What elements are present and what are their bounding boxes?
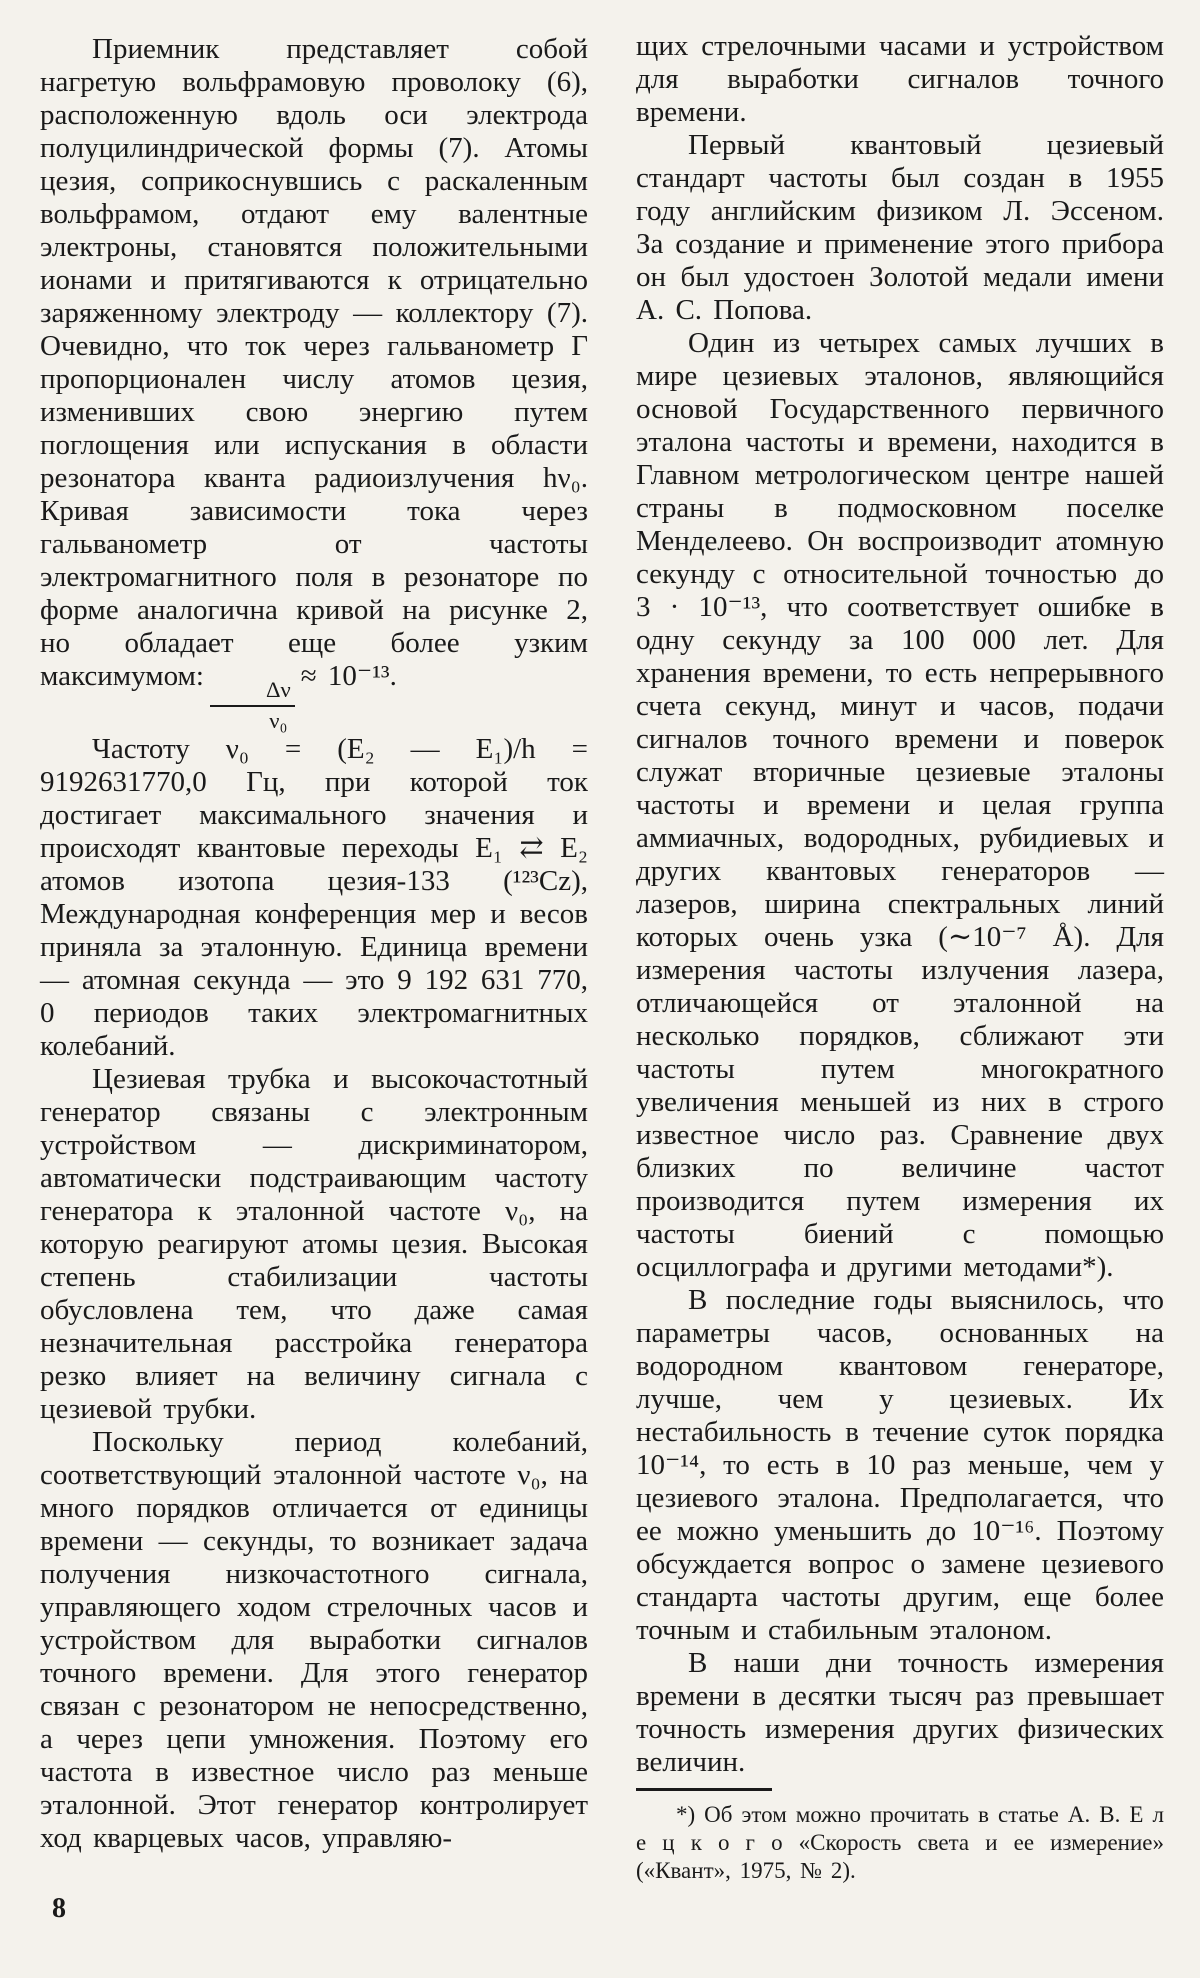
paragraph-first-standard: Первый квантовый цезиевый стандарт частоты был создан в 1955 году английским физиком Л. Эссеном. За создание и применение этого прибора он был удостоен Золотой медали имени А. С. Попова. xyxy=(636,129,1164,326)
left-column xyxy=(40,33,588,1855)
footnote-text: *) Об этом можно прочитать в статье А. В. Е л е ц к о г о «Скорость света и ее измерение» («Квант», 1975, № 2). xyxy=(636,1802,1164,1883)
paragraph-receiver xyxy=(40,33,588,733)
footnote xyxy=(636,1788,1164,1885)
paragraph-text: Приемник представляет собой нагретую вольфрамовую проволоку (6), расположенную вдоль оси электрода полуцилиндрической формы (7). Атомы цезия, соприкоснувшись с раскаленным вольфрамом, отдают ему валентные электроны, становятся положительными ионами и притягиваются к отрицательно заряженному электроду — коллектору (7). Очевидно, что ток через гальванометр Г пропорционален числу атомов цезия, изменивших свою энергию путем поглощения или испускания в области резонатора кванта радиоизлучения hν₀. Кривая зависимости тока через гальванометр от частоты электромагнитного поля в резонаторе по форме аналогична кривой на рисунке 2, но обладает еще более узким максимумом: xyxy=(40,33,588,692)
fraction-denominator: ν₀ xyxy=(269,708,288,734)
paragraph-frequency-formula: Частоту ν₀ = (E₂ — E₁)/h = 9192631770,0 Гц, при которой ток достигает максимального значения и происходят квантовые переходы E₁ ⇄ E₂ атомов изотопа цезия-133 (¹²³Cz), Международная конференция мер и весов приняла за эталонную. Единица времени — атомная секунда — это 9 192 631 770, 0 периодов таких электромагнитных колебаний. xyxy=(40,732,588,1062)
right-column xyxy=(636,30,1164,1779)
paragraph-oscillation-period: Поскольку период колебаний, соответствующий эталонной частоте ν₀, на много порядков отличается от единицы времени — секунды, то возникает задача получения низкочастотного сигнала, управляющего ходом стрелочных часов и устройством для выработки сигналов точного времени. Для этого генератор связан с резонатором не непосредственно, а через цепи умножения. Поэтому его частота в известное число раз меньше эталонной. Этот генератор контролирует ход кварцевых часов, управляю- xyxy=(40,1425,588,1854)
paragraph-cesium-tube: Цезиевая трубка и высокочастотный генератор связаны с электронным устройством — дискриминатором, автоматически подстраивающим частоту генератора к эталонной частоте ν₀, на которую реагируют атомы цезия. Высокая степень стабилизации частоты обусловлена тем, что даже самая незначительная расстройка генератора резко влияет на величину сигнала с цезиевой трубки. xyxy=(40,1062,588,1425)
paragraph-hydrogen-clocks: В последние годы выяснилось, что параметры часов, основанных на водородном квантовом генераторе, лучше, чем у цезиевых. Их нестабильность в течение суток порядка 10⁻¹⁴, то есть в 10 раз меньше, чем у цезиевого эталона. Предполагается, что ее можно уменьшить до 10⁻¹⁶. Поэтому обсуждается вопрос о замене цезиевого стандарта частоты другим, еще более точным и стабильным эталоном. xyxy=(636,1284,1164,1646)
paragraph-continuation: щих стрелочными часами и устройством для выработки сигналов точного времени. xyxy=(636,30,1164,128)
fraction-numerator: Δν xyxy=(210,679,295,707)
paragraph-best-etalons: Один из четырех самых лучших в мире цезиевых эталонов, являющийся основой Государственного первичного эталона частоты и времени, находится в Главном метрологическом центре нашей страны в подмосковном поселке Менделеево. Он воспроизводит атомную секунду с относительной точностью до 3 · 10⁻¹³, что соответствует ошибке в одну секунду за 100 000 лет. Для хранения времени, то есть непрерывного счета секунд, минут и часов, подачи сигналов точного времени и поверок служат вторичные цезиевые эталоны частоты и времени и целая группа аммиачных, водородных, рубидиевых и других квантовых генераторов — лазеров, ширина спектральных линий которых очень узка (∼10⁻⁷ Å). Для измерения частоты излучения лазера, отличающейся от эталонной на несколько порядков, сближают эти частоты путем многократного увеличения меньшей из них в строго известное число раз. Сравнение двух близких по величине частот производится путем измерения их частоты биений с помощью осциллографа и другими методами*). xyxy=(636,327,1164,1283)
footnote-divider xyxy=(636,1788,772,1791)
page-number: 8 xyxy=(52,1893,66,1924)
paragraph-text-tail: ≈ 10⁻¹³. xyxy=(300,660,397,692)
paragraph-modern-accuracy: В наши дни точность измерения времени в десятки тысяч раз превышает точность измерения других физических величин. xyxy=(636,1647,1164,1778)
fraction-delta-nu-over-nu0 xyxy=(210,679,295,732)
